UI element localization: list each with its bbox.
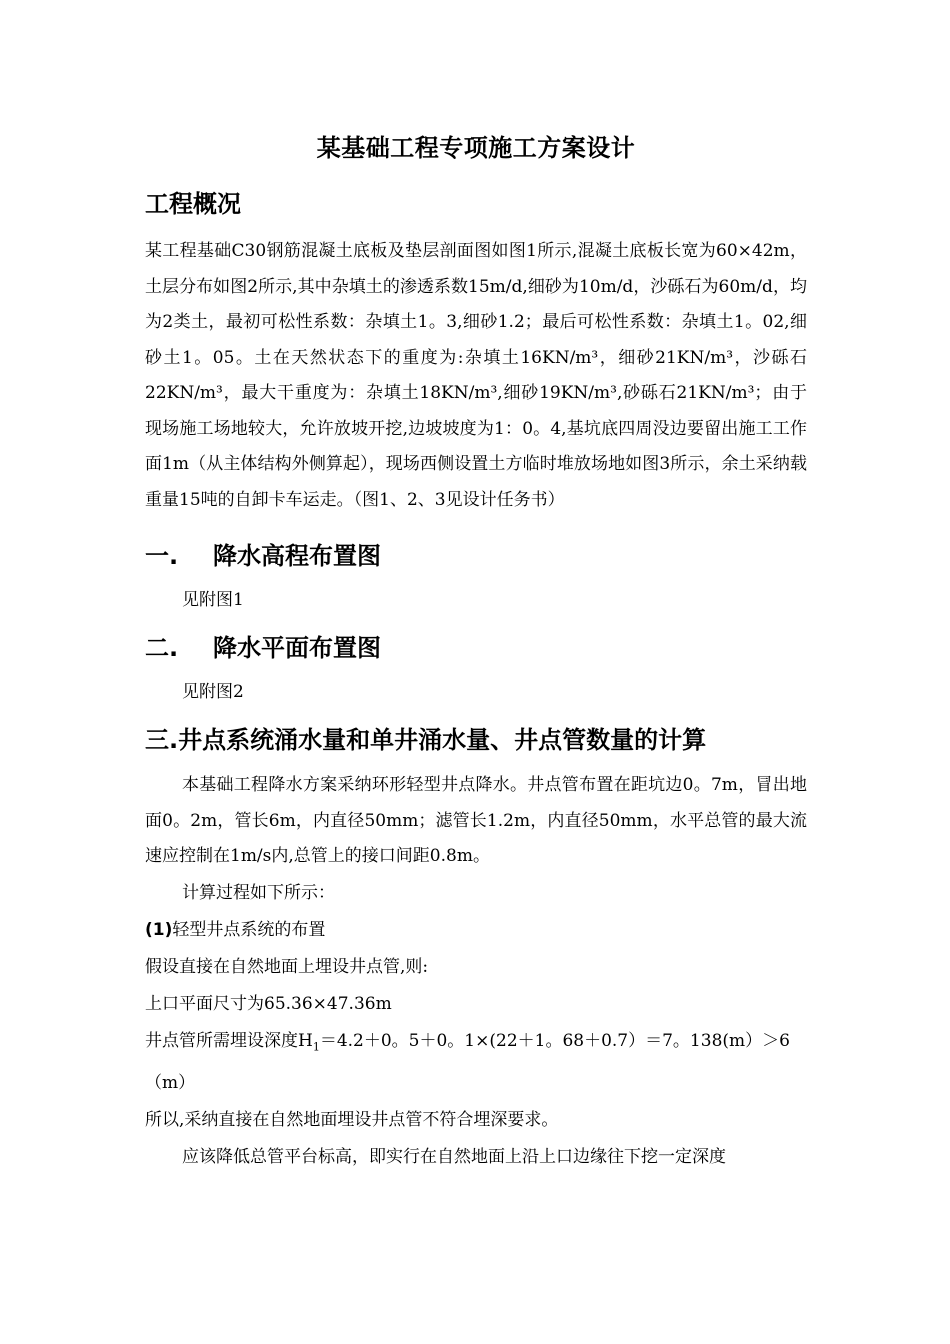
last-line: 应该降低总管平台标高，即实行在自然地面上沿上口边缘往下挖一定深度 [182, 1146, 726, 1167]
section2-number: 二. [145, 634, 179, 662]
item1-label: 轻型井点系统的布置 [172, 919, 326, 940]
section1-title: 降水高程布置图 [213, 542, 381, 570]
overview-heading: 工程概况 [145, 190, 241, 218]
document-title: 某基础工程专项施工方案设计 [316, 134, 636, 162]
assume-line: 假设直接在自然地面上埋设井点管,则: [145, 956, 429, 977]
item1-line [145, 912, 807, 949]
depth-subscript: 1 [312, 1039, 320, 1053]
section1-reference: 见附图1 [182, 590, 244, 610]
depth-line [145, 1023, 807, 1102]
overview-paragraph: 某工程基础C30钢筋混凝土底板及垫层剖面图如图1所示,混凝土底板长宽为60×42m，土层分布如图2所示,其中杂填土的渗透系数15m/d,细砂为10m/d，沙砾石为60m/d，均为2类土，最初可松性系数：杂填土1。3,细砂1.2；最后可松性系数：杂填土1。02,细砂土1。05。土在天然状态下的重度为:杂填土16KN/m³，细砂21KN/m³，沙砾石22KN/m³，最大干重度为：杂填土18KN/m³,细砂19KN/m³,砂砾石21KN/m³；由于现场施工场地较大，允许放坡开挖,边坡坡度为1：0。4,基坑底四周没边要留出施工工作面1m（从主体结构外侧算起），现场西侧设置土方临时堆放场地如图3所示，余土采纳载重量15吨的自卸卡车运走。（图1、2、3见设计任务书） [145, 241, 807, 510]
section3-intro-paragraph: 本基础工程降水方案采纳环形轻型井点降水。井点管布置在距坑边0。7m，冒出地面0。2m，管长6m，内直径50mm；滤管长1.2m，内直径50mm，水平总管的最大流速应控制在1m/s内,总管上的接口间距0.8m。 [145, 775, 807, 866]
top-size-line: 上口平面尺寸为65.36×47.36m [145, 993, 392, 1014]
depth-formula: ＝4.2＋0。5＋0。1×(22＋1。68＋0.7）＝7。138(m）＞6（m） [145, 1030, 790, 1093]
section2-reference: 见附图2 [182, 682, 244, 702]
section3-heading [145, 720, 807, 760]
section1-heading [145, 536, 807, 576]
section2-title: 降水平面布置图 [213, 634, 381, 662]
document-page [145, 128, 807, 1176]
calc-intro: 计算过程如下所示： [182, 882, 335, 903]
item1-number: (1) [145, 919, 173, 940]
section3-title: 井点系统涌水量和单井涌水量、井点管数量的计算 [178, 726, 707, 754]
section1-number: 一. [145, 542, 179, 570]
section2-heading [145, 628, 807, 668]
section3-number: 三. [145, 726, 179, 754]
depth-prefix: 井点管所需埋设深度H [145, 1030, 313, 1051]
conclusion-line: 所以,采纳直接在自然地面埋设井点管不符合埋深要求。 [145, 1109, 559, 1130]
